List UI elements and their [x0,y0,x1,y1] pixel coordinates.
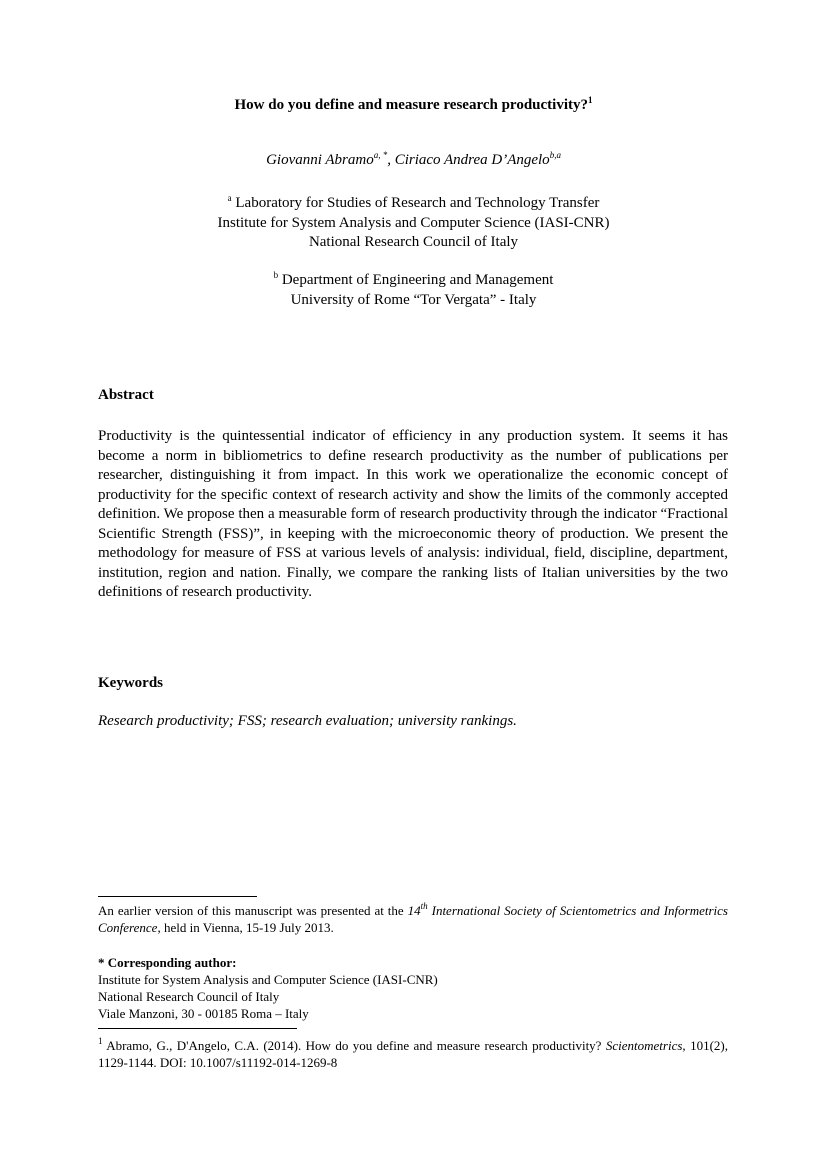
affiliation-text: Department of Engineering and Management [281,272,554,288]
conference-title: International Society of Scientometrics and Informetrics Conference [98,903,728,935]
corresponding-author-heading: * Corresponding author: [98,955,237,970]
title-footnote-mark: 1 [587,95,593,105]
abstract-heading: Abstract [98,387,154,403]
author-name: Giovanni Abramo [266,152,374,168]
ordinal-suffix: th [420,901,428,911]
affiliation-line: National Research Council of Italy [308,234,519,250]
citation-text: Abramo, G., D'Angelo, C.A. (2014). How do you define and measure research productivity? [102,1038,606,1053]
keywords-text: Research productivity; FSS; research evaluation; university rankings. [98,713,517,729]
author-name: Ciriaco Andrea D’Angelo [394,152,550,168]
affiliation-line [0,194,827,214]
footnote-rule [98,1028,297,1029]
affiliation-mark: b [273,270,279,280]
footnote-text: An earlier version of this manuscript was presented at the [98,903,408,918]
affiliation-a [0,194,827,253]
affiliation-line: University of Rome “Tor Vergata” - Italy [290,291,537,308]
footnote-earlier-version [98,902,728,936]
corresponding-author-line: National Research Council of Italy [98,989,280,1004]
affiliation-b [0,271,827,310]
corresponding-author-note [98,954,728,1022]
corresponding-author-line: Viale Manzoni, 30 - 00185 Roma – Italy [98,1006,309,1021]
footnote-text: , held in Vienna, 15-19 July 2013. [157,920,334,935]
citation-details: , 101(2), 1129-1144. DOI: 10.1007/s11192-014-1269-8 [98,1038,728,1070]
citation-footnote [98,1037,728,1071]
affiliation-text: Laboratory for Studies of Research and Technology Transfer [235,195,600,211]
affiliation-line: Institute for System Analysis and Computer Science (IASI-CNR) [217,214,610,231]
footnote-rule [98,896,257,897]
author-affiliation-mark: a, * [373,150,388,160]
keywords-heading: Keywords [98,675,163,691]
abstract-text: Productivity is the quintessential indicator of efficiency in any production system. It seems it has become a norm in bibliometrics to define research productivity as the number of publications per researcher, distinguishing it from impact. In this work we operationalize the economic concept of productivity for the specific context of research activity and show the limits of the commonly accepted definition. We propose then a measurable form of research productivity through the indicator “Fractional Scientific Strength (FSS)”, in keeping with the microeconomic theory of production. We present the methodology for measure of FSS at various levels of analysis: individual, field, discipline, department, institution, region and nation. Finally, we compare the ranking lists of Italian universities by the two definitions of research productivity. [98,428,728,600]
conference-ordinal: 14 [407,903,421,918]
affiliation-mark: a [227,193,232,203]
journal-name: Scientometrics [605,1038,683,1053]
paper-title [0,97,827,114]
affiliation-line [0,271,827,291]
author-separator: , [387,152,395,168]
author-list [0,152,827,169]
author-affiliation-mark: b,a [549,150,561,160]
footnote-mark: 1 [98,1036,103,1046]
corresponding-author-line: Institute for System Analysis and Computer Science (IASI-CNR) [98,972,438,987]
title-text: How do you define and measure research productivity? [234,97,588,113]
